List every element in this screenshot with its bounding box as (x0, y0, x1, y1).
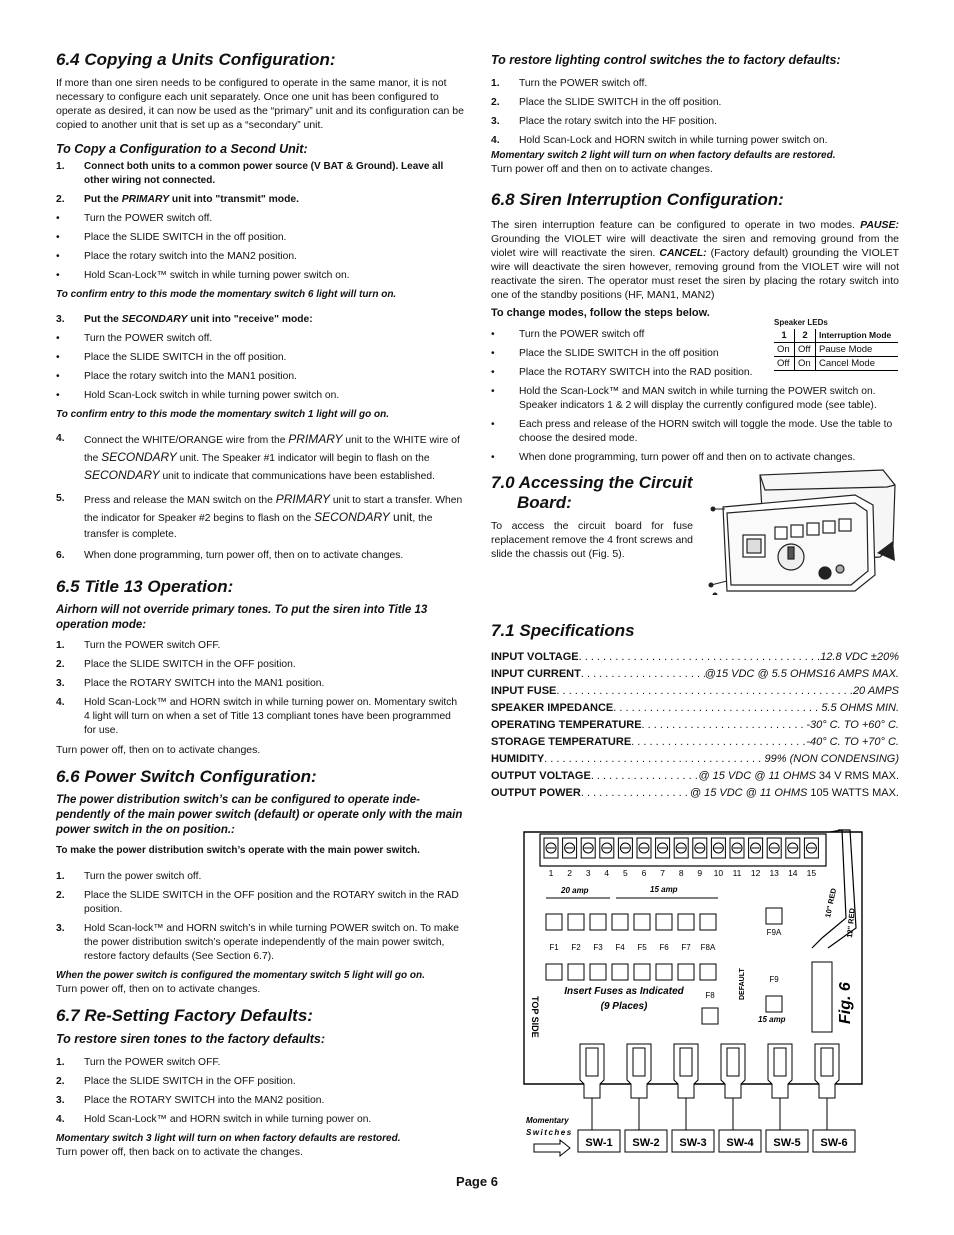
spec-value-2: 16 AMPS MAX. (822, 668, 899, 680)
bullet: • (56, 352, 60, 363)
list-item (56, 1075, 464, 1089)
switch-label: SW-3 (679, 1137, 707, 1149)
terminal-number: 2 (567, 868, 572, 878)
fuse-label: F8 (705, 991, 715, 1000)
table-header: 2 (795, 329, 816, 343)
section-title: 7.1 Specifications (491, 621, 635, 640)
right-column (491, 50, 899, 810)
subheading: To Copy a Configuration to a Second Unit: (56, 142, 308, 156)
bullet: • (491, 419, 495, 430)
top-side-label: TOP SIDE (530, 996, 540, 1038)
list-item-text: Place the rotary switch into the MAN1 position. (84, 371, 297, 382)
section-6-6 (56, 767, 464, 996)
spec-key: INPUT VOLTAGE (491, 651, 579, 663)
switch-label: SW-4 (726, 1137, 754, 1149)
list-item (491, 115, 899, 129)
switch-body (627, 1044, 651, 1098)
table-cell: Off (795, 343, 816, 357)
spec-leader (642, 717, 807, 734)
list-item (56, 212, 464, 226)
list-item-text: Turn the POWER switch OFF. (84, 1057, 221, 1068)
terminal-number: 13 (769, 868, 779, 878)
paragraph: Turn power off, then on to activate changes. (56, 983, 261, 995)
table-cell: On (795, 357, 816, 371)
terminal-number: 6 (641, 868, 647, 878)
list-item-text: Each press and release of the HORN switch will toggle the mode. Use the table to choose the desired mode. (519, 419, 893, 444)
section-title: 6.8 Siren Interruption Configuration: (491, 190, 784, 209)
wire-label-10-red: 10" RED (823, 887, 839, 919)
list-item-text: Turn the POWER switch OFF. (84, 640, 221, 651)
paragraph: Turn power off, then on to activate changes. (56, 744, 261, 756)
bullet: • (491, 348, 495, 359)
section-7-1 (491, 621, 899, 802)
step-number: 2. (491, 97, 500, 108)
spec-key: SPEAKER IMPEDANCE (491, 702, 614, 714)
list-item-text: Place the rotary switch into the HF position. (519, 116, 718, 127)
default-label: DEFAULT (739, 968, 746, 1000)
bullet: • (56, 390, 60, 401)
spec-key: INPUT CURRENT (491, 668, 581, 680)
fuse-holder-top (678, 914, 694, 930)
fuse-holder-top (590, 914, 606, 930)
list-item-text: Place the SLIDE SWITCH in the OFF position. (84, 1076, 296, 1087)
subheading: To restore siren tones to the factory defaults: (56, 1032, 326, 1046)
spec-key: OPERATING TEMPERATURE (491, 719, 642, 731)
terminal-number: 1 (548, 868, 554, 878)
terminal-number: 3 (585, 868, 591, 878)
terminal-number: 7 (660, 868, 665, 878)
section-6-8 (491, 190, 899, 465)
bullet: • (491, 329, 495, 340)
fuse-label: F5 (637, 943, 647, 952)
step-number: 1. (491, 78, 500, 89)
spec-key: STORAGE TEMPERATURE (491, 736, 632, 748)
subheading: To change modes, follow the steps below. (491, 307, 710, 319)
terminal-number: 5 (623, 868, 628, 878)
bullet: • (491, 452, 495, 463)
numbered-list (56, 870, 464, 964)
terminal-number: 15 (806, 868, 817, 878)
spec-value: -30° C. TO +60° C. (806, 719, 899, 731)
fuse-holder-bottom (700, 964, 716, 980)
list-item (491, 77, 899, 91)
section-title: 6.5 Title 13 Operation: (56, 577, 234, 596)
fig-6-circuit-board-diagram (512, 818, 882, 1158)
list-item (56, 889, 464, 917)
list-item-text: Place the ROTARY SWITCH into the MAN2 position. (84, 1095, 325, 1106)
list-item-text: Place the SLIDE SWITCH in the off position (519, 348, 719, 359)
spec-row (491, 700, 899, 717)
fuse-label: F2 (571, 943, 581, 952)
list-item-text: Hold Scan-Lock switch in while turning power switch on. (84, 390, 340, 401)
terminal-number: 4 (604, 868, 610, 878)
amp-label: 15 amp (650, 885, 678, 894)
bullet-list (56, 212, 464, 283)
fuse-label: F3 (593, 943, 603, 952)
step-number: 1. (56, 640, 65, 651)
list-item (56, 351, 464, 365)
bullet: • (56, 213, 60, 224)
switch-body (580, 1044, 604, 1098)
section-title: 6.4 Copying a Units Configuration: (56, 50, 336, 69)
left-column (56, 50, 464, 1167)
section-7-0 (491, 473, 899, 613)
speaker-led-table (774, 318, 898, 371)
list-item (56, 922, 464, 964)
fuse-holder-top (612, 914, 628, 930)
step: 3. Put the SECONDARY unit into "receive" mode: (56, 314, 313, 325)
fuse-holder (766, 908, 782, 924)
list-item (56, 870, 464, 884)
spec-leader (544, 751, 764, 768)
switch-body (674, 1044, 698, 1098)
list-item-text: Hold Scan-Lock and HORN switch in while turning power switch on. (519, 135, 828, 146)
spec-leader (591, 768, 699, 785)
step-number: 4. (56, 1114, 65, 1125)
step-number: 1. (56, 871, 65, 882)
table-cell: Pause Mode (819, 344, 873, 355)
spec-row (491, 734, 899, 751)
spec-leader (579, 649, 821, 666)
switch-label: SW-6 (820, 1137, 848, 1149)
confirm-note: To confirm entry to this mode the momentary switch 6 light will turn on. (56, 289, 397, 300)
step-number: 3. (56, 1095, 65, 1106)
spec-value: 99% (NON CONDENSING) (764, 753, 899, 765)
bullet-list (56, 332, 464, 403)
list-item (56, 1113, 464, 1127)
list-item-text: When done programming, turn power off and then on to activate changes. (519, 452, 856, 463)
fuse-holder-bottom (656, 964, 672, 980)
list-item (56, 332, 464, 346)
list-item (491, 418, 899, 446)
wire-label-12-red: 12" RED (845, 907, 857, 939)
table-cell: On (774, 343, 795, 357)
spec-leader (631, 734, 806, 751)
step-number: 4. (491, 135, 500, 146)
amp-label: 15 amp (758, 1015, 786, 1024)
numbered-list (56, 639, 464, 738)
fuse-holder-top (546, 914, 562, 930)
list-item (491, 328, 771, 342)
insert-fuses-note: (9 Places) (600, 1001, 648, 1012)
led-table (774, 329, 898, 371)
subheading: To make the power distribution switch’s operate with the main power switch. (56, 845, 420, 856)
list-item-text: Place the SLIDE SWITCH in the off position. (519, 97, 722, 108)
list-item-text: Place the ROTARY SWITCH into the RAD position. (519, 367, 753, 378)
table-cell: Cancel Mode (819, 358, 875, 369)
step-number: 1. (56, 1057, 65, 1068)
paragraph: Turn power off and then on to activate changes. (491, 163, 713, 175)
bullet: • (56, 232, 60, 243)
list-item (491, 96, 899, 110)
list-item (491, 347, 771, 361)
terminal-number: 12 (750, 868, 761, 878)
table-header: 1 (774, 329, 795, 343)
figure-title: Fig. 6 (837, 982, 854, 1024)
table-header: Interruption Mode (819, 330, 892, 340)
fuse-label: F9A (766, 928, 782, 937)
spec-row (491, 683, 899, 700)
spec-value: -40° C. TO +70° C. (806, 736, 899, 748)
spec-leader (556, 683, 853, 700)
list-item (56, 269, 464, 283)
spec-value: @15 VDC @ 5.5 OHMS (704, 668, 823, 680)
fuse-holder-bottom (546, 964, 562, 980)
siren-chassis-illustration (705, 465, 900, 595)
table-cell: Off (774, 357, 795, 371)
list-item (491, 134, 899, 148)
circuit-board (524, 830, 862, 1156)
section-lighting-defaults (491, 53, 899, 176)
paragraph: If more than one siren needs to be configured to operate in the same manor, it is not necessary to configure each unit separately. Once one unit has been configured to operate as desired, it can now be used as the “primary” unit and its configuration can be copied to another unit that is set up as a “secondary” unit. (56, 77, 464, 131)
list-item (56, 231, 464, 245)
list-item (56, 677, 464, 691)
list-item-text: Place the SLIDE SWITCH in the OFF position. (84, 659, 296, 670)
fuse-holder-top (700, 914, 716, 930)
section-6-4 (56, 50, 464, 563)
numbered-list (491, 77, 899, 148)
arrow-icon (534, 1140, 570, 1156)
momentary-label: Momentary (526, 1116, 569, 1125)
spec-value-2: 34 V RMS MAX. (818, 770, 899, 782)
table-caption: Speaker LEDs (774, 318, 828, 327)
section-title: 7.0 Accessing the Circuit Board: (491, 473, 693, 512)
fuse-holder-top (634, 914, 650, 930)
list-item-text: Hold Scan-lock™ and HORN switch’s in while turning POWER switch on. To make the power distribution switch’s operate independently of the main power switch, restore factory defaults (See Section 6.7). (84, 923, 460, 962)
step-number: 3. (56, 678, 65, 689)
switch-label: SW-2 (632, 1137, 660, 1149)
spec-row (491, 717, 899, 734)
switch-body (721, 1044, 745, 1098)
step: 1. Connect both units to a common power source (V BAT & Ground). Leave all other wiring not connected. (56, 161, 444, 186)
subheading: To restore lighting control switches the to factory defaults: (491, 53, 841, 67)
list-item (56, 658, 464, 672)
fuse-holder (766, 996, 782, 1012)
list-item-text: Hold Scan-Lock™ switch in while turning power switch on. (84, 270, 350, 281)
list-item-text: Place the rotary switch into the MAN2 position. (84, 251, 297, 262)
confirm-note: To confirm entry to this mode the momentary switch 1 light will go on. (56, 409, 389, 420)
fuse-holder-top (568, 914, 584, 930)
section-6-7 (56, 1006, 464, 1159)
list-item-text: Turn the POWER switch off (519, 329, 645, 340)
list-item-text: Place the ROTARY SWITCH into the MAN1 position. (84, 678, 325, 689)
page-number: Page 6 (456, 1174, 498, 1189)
note: Momentary switch 2 light will turn on when factory defaults are restored. (491, 150, 836, 161)
fuse-holder-bottom (634, 964, 650, 980)
fuse-holder-bottom (678, 964, 694, 980)
list-item-text: Hold Scan-Lock™ and HORN switch in while turning power on. (84, 1114, 372, 1125)
list-item-text: Turn the POWER switch off. (519, 78, 648, 89)
list-item-text: Place the SLIDE SWITCH in the OFF position and the ROTARY switch in the RAD position. (84, 890, 459, 915)
section-title: 6.7 Re-Setting Factory Defaults: (56, 1006, 313, 1025)
switch-label: SW-1 (585, 1137, 613, 1149)
list-item-text: Turn the POWER switch off. (84, 333, 213, 344)
spec-row (491, 649, 899, 666)
bullet: • (56, 270, 60, 281)
mode-steps (491, 318, 899, 465)
fuse-label: F7 (681, 943, 691, 952)
spec-value: @ 15 VDC @ 11 OHMS (698, 770, 816, 782)
spec-leader (581, 785, 690, 802)
section-6-5 (56, 577, 464, 757)
amp-label: 20 amp (561, 886, 589, 895)
spec-key: INPUT FUSE (491, 685, 557, 697)
terminal-number: 8 (678, 868, 684, 878)
insert-fuses-note: Insert Fuses as Indicated (564, 986, 684, 997)
bullet: • (56, 333, 60, 344)
switch-body (815, 1044, 839, 1098)
terminal-number: 14 (788, 868, 798, 878)
spec-leader (581, 666, 705, 683)
list-item-text: Hold the Scan-Lock™ and MAN switch in while turning the POWER switch on. Speaker indicators 1 & 2 will display the currently configured mode (see table). (519, 386, 877, 411)
spec-value: 20 AMPS (852, 685, 899, 697)
section-title: 6.6 Power Switch Configuration: (56, 767, 317, 786)
list-item (56, 1094, 464, 1108)
spec-value-2: 105 WATTS MAX. (810, 787, 899, 799)
spec-row (491, 666, 899, 683)
list-item-text: Place the SLIDE SWITCH in the off position. (84, 352, 287, 363)
list-item (56, 250, 464, 264)
fuse-label: F1 (549, 943, 559, 952)
step: 6. When done programming, turn power off, then on to activate changes. (56, 550, 404, 561)
bullet: • (491, 367, 495, 378)
fuse-label: F4 (615, 943, 625, 952)
paragraph: Turn power off, then back on to activate the changes. (56, 1146, 303, 1158)
list-item-text: Place the SLIDE SWITCH in the off position. (84, 232, 287, 243)
spec-list (491, 649, 899, 802)
fuse-holder-bottom (612, 964, 628, 980)
numbered-list (56, 1056, 464, 1127)
list-item (56, 370, 464, 384)
list-item (491, 385, 899, 413)
step-number: 3. (491, 116, 500, 127)
list-item (56, 696, 464, 738)
bullet: • (56, 251, 60, 262)
step-number: 4. (56, 697, 65, 708)
terminal-number: 9 (697, 868, 703, 878)
terminal-number: 11 (732, 868, 742, 878)
spec-value: 5.5 OHMS MIN. (821, 702, 899, 714)
list-item-text: Turn the POWER switch off. (84, 213, 213, 224)
step-number: 2. (56, 890, 65, 901)
note: When the power switch is configured the momentary switch 5 light will go on. (56, 970, 425, 981)
switch-body (768, 1044, 792, 1098)
momentary-label: Switches (526, 1128, 573, 1137)
fuse-holder (702, 1008, 718, 1024)
bullet: • (491, 386, 495, 397)
spec-leader (613, 700, 821, 717)
terminal-number: 10 (713, 868, 724, 878)
fuse-holder-bottom (590, 964, 606, 980)
spec-row (491, 785, 899, 802)
fuse-holder-top (656, 914, 672, 930)
paragraph: The siren interruption feature can be configured to operate in two modes. PAUSE: Grounding the VIOLET wire will deactivate the siren and removing ground from the violet wire will reactivate the siren. CANCEL: (Factory default) grounding the VIOLET wire will deactivate the siren however, removing ground from the VIOLET wire will not reactivate the siren. The operator must reset the siren by placing the rotary switch into one of the standby positions (HF, MAN1, MAN2) (491, 219, 899, 301)
section-intro: Airhorn will not override primary tones. To put the siren into Title 13 operation mode: (56, 604, 428, 631)
list-item (56, 389, 464, 403)
list-item (56, 1056, 464, 1070)
list-item (491, 451, 899, 465)
step-number: 3. (56, 923, 65, 934)
spec-key: OUTPUT POWER (491, 787, 581, 799)
fuse-label: F6 (659, 943, 669, 952)
fuse-label: F8A (700, 943, 716, 952)
spec-row (491, 768, 899, 785)
switch-label: SW-5 (773, 1137, 801, 1149)
list-item-text: Turn the power switch off. (84, 871, 202, 882)
list-item-text: Hold Scan-Lock™ and HORN switch in while turning power on. Momentary switch 4 light will turn on when a set of Title 13 compliant tones have been programmed for use. (84, 697, 458, 736)
spec-row (491, 751, 899, 768)
paragraph: To access the circuit board for fuse replacement remove the 4 front screws and slide the chassis out (Fig. 5). (491, 520, 693, 560)
spec-value: @ 15 VDC @ 11 OHMS (689, 787, 808, 799)
step: 5. Press and release the MAN switch on the PRIMARY unit to start a transfer. When the indicator for Speaker #2 begins to flash on the SECONDARY unit, the transfer is complete. (56, 492, 463, 540)
connector (812, 962, 832, 1032)
list-item (491, 366, 771, 380)
note: Momentary switch 3 light will turn on when factory defaults are restored. (56, 1133, 401, 1144)
bullet: • (56, 371, 60, 382)
step-number: 2. (56, 1076, 65, 1087)
section-intro: The power distribution switch’s can be configured to operate inde-pendently of the main power switch (default) or operate only with the main power switch in the on position.: (56, 794, 463, 836)
step: 2. Put the PRIMARY unit into "transmit" mode. (56, 194, 299, 205)
spec-key: HUMIDITY (491, 753, 545, 765)
spec-key: OUTPUT VOLTAGE (491, 770, 591, 782)
spec-value: 12.8 VDC ±20% (820, 651, 899, 663)
fuse-holder-bottom (568, 964, 584, 980)
step: 4. Connect the WHITE/ORANGE wire from the PRIMARY unit to the WHITE wire of the SECONDARY unit. The Speaker #1 indicator will begin to flash on the SECONDARY unit to indicate that communications have been established. (56, 432, 460, 482)
fuse-label: F9 (769, 975, 779, 984)
step-number: 2. (56, 659, 65, 670)
list-item (56, 639, 464, 653)
